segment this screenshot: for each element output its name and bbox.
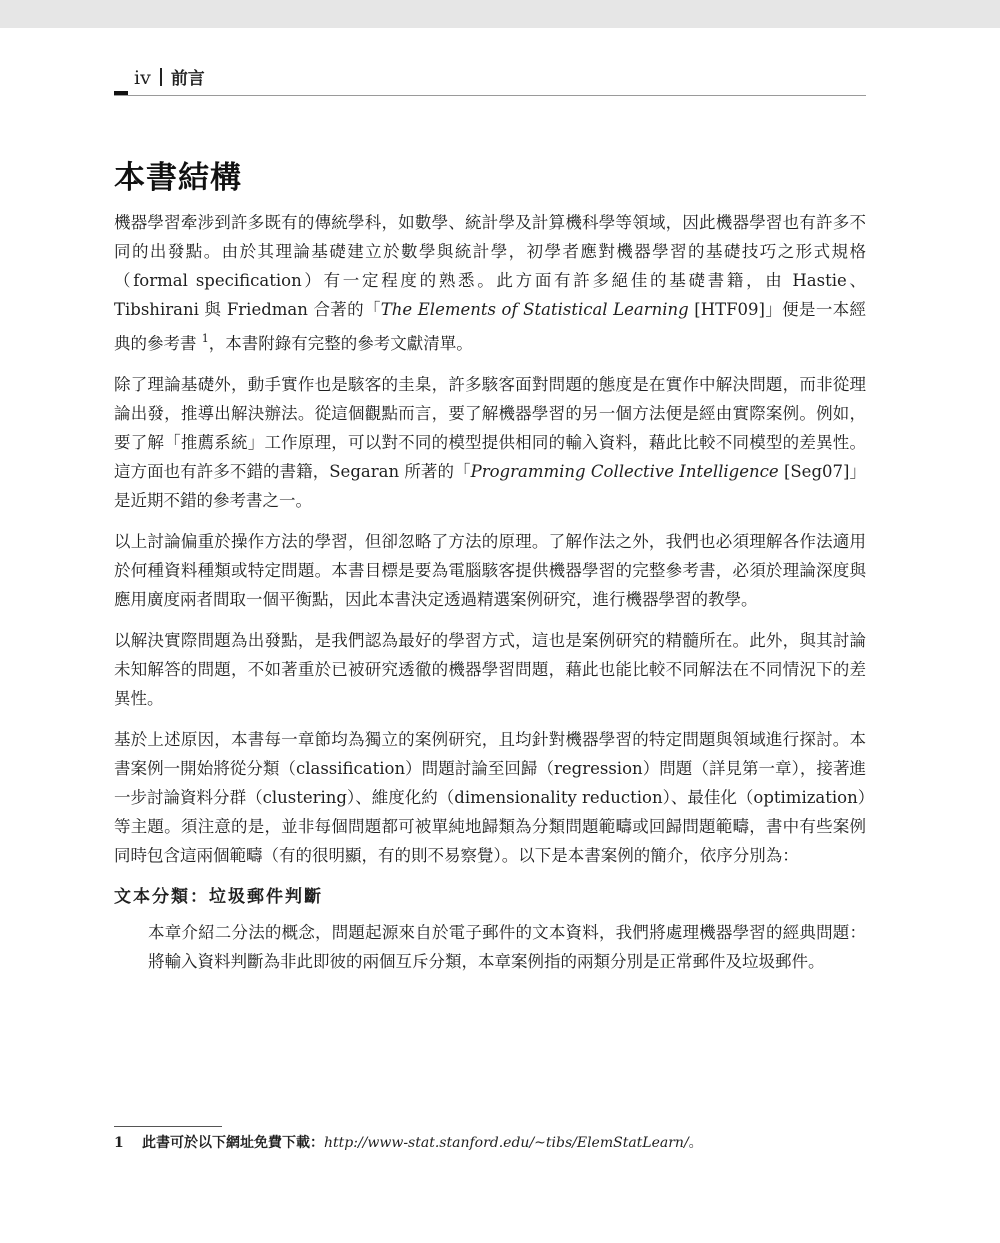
footnote-rule [114,1126,222,1127]
footnote-text: 此書可於以下網址免費下載： [142,1135,324,1151]
paragraph-4: 以解決實際問題為出發點，是我們認為最好的學習方式，這也是案例研究的精髓所在。此外，與其討論未知解答的問題，不如著重於已被研究透徹的機器學習問題，藉此也能比較不同解法在不同情況下的差異性。 [114,631,866,708]
paragraph-1-text-c: ，本書附錄有完整的參考文獻清單。 [208,334,473,353]
paragraph-1-text-b: [HTF09]」便是一本經典的參考書 [114,300,866,353]
paragraph-2 [114,370,866,515]
page-title: 本書結構 [114,160,242,196]
paragraph-1-text-a: 機器學習牽涉到許多既有的傳統學科，如數學、統計學及計算機科學等領域，因此機器學習也有許多不同的出發點。由於其理論基礎建立於數學與統計學，初學者應對機器學習的基礎技巧之形式規格（formal specification）有一定程度的熟悉。此方面有許多絕佳的基礎書籍，由 Hastie、Tibshirani 與 Friedman 合著的「 [114,213,866,319]
paragraph-3: 以上討論偏重於操作方法的學習，但卻忽略了方法的原理。了解作法之外，我們也必須理解各作法適用於何種資料種類或特定問題。本書目標是要為電腦駭客提供機器學習的完整參考書，必須於理論深度與應用廣度兩者間取一個平衡點，因此本書決定透過精選案例研究，進行機器學習的教學。 [114,532,866,609]
header-text [134,66,205,91]
page-body [114,208,866,988]
page-number: iv [134,67,151,89]
footnote-url: http://www-stat.stanford.edu/~tibs/ElemStatLearn/ [324,1135,689,1151]
top-band [0,0,1000,28]
footnote-number: 1 [114,1135,124,1151]
paragraph-2-text-a: 除了理論基礎外，動手實作也是駭客的圭臬，許多駭客面對問題的態度是在實作中解決問題，而非從理論出發，推導出解決辦法。從這個觀點而言，要了解機器學習的另一個方法便是經由實際案例。例如，要了解「推薦系統」工作原理，可以對不同的模型提供相同的輸入資料，藉此比較不同模型的差異性。這方面也有許多不錯的書籍，Segaran 所著的「 [114,375,866,481]
paragraph-1 [114,208,866,358]
case-heading: 文本分類：垃圾郵件判斷 [114,887,323,907]
paragraph-2-text-b: [Seg07]」是近期不錯的參考書之一。 [114,462,867,510]
footnote-ref: 1 [201,332,209,345]
case-description: 本章介紹二分法的概念，問題起源來自於電子郵件的文本資料，我們將處理機器學習的經典問題：將輸入資料判斷為非此即彼的兩個互斥分類，本章案例指的兩類分別是正常郵件及垃圾郵件。 [148,923,866,971]
book-title-elements: The Elements of Statistical Learning [380,300,689,319]
header-section: 前言 [170,69,205,89]
header-divider [160,68,162,86]
footnote-end: 。 [688,1135,703,1151]
footnote [114,1132,703,1154]
running-header [114,64,866,96]
paragraph-5: 基於上述原因，本書每一章節均為獨立的案例研究，且均針對機器學習的特定問題與領域進行探討。本書案例一開始將從分類（classification）問題討論至回歸（regression）問題（詳見第一章），接著進一步討論資料分群（clustering）、維度化約（dimensionality reduction）、最佳化（optimization）等主題。須注意的是，並非每個問題都可被單純地歸類為分類問題範疇或回歸問題範疇，書中有些案例同時包含這兩個範疇（有的很明顯，有的則不易察覺）。以下是本書案例的簡介，依序分別為： [114,730,866,865]
book-title-programming: Programming Collective Intelligence [470,462,779,481]
header-rule [114,95,866,96]
